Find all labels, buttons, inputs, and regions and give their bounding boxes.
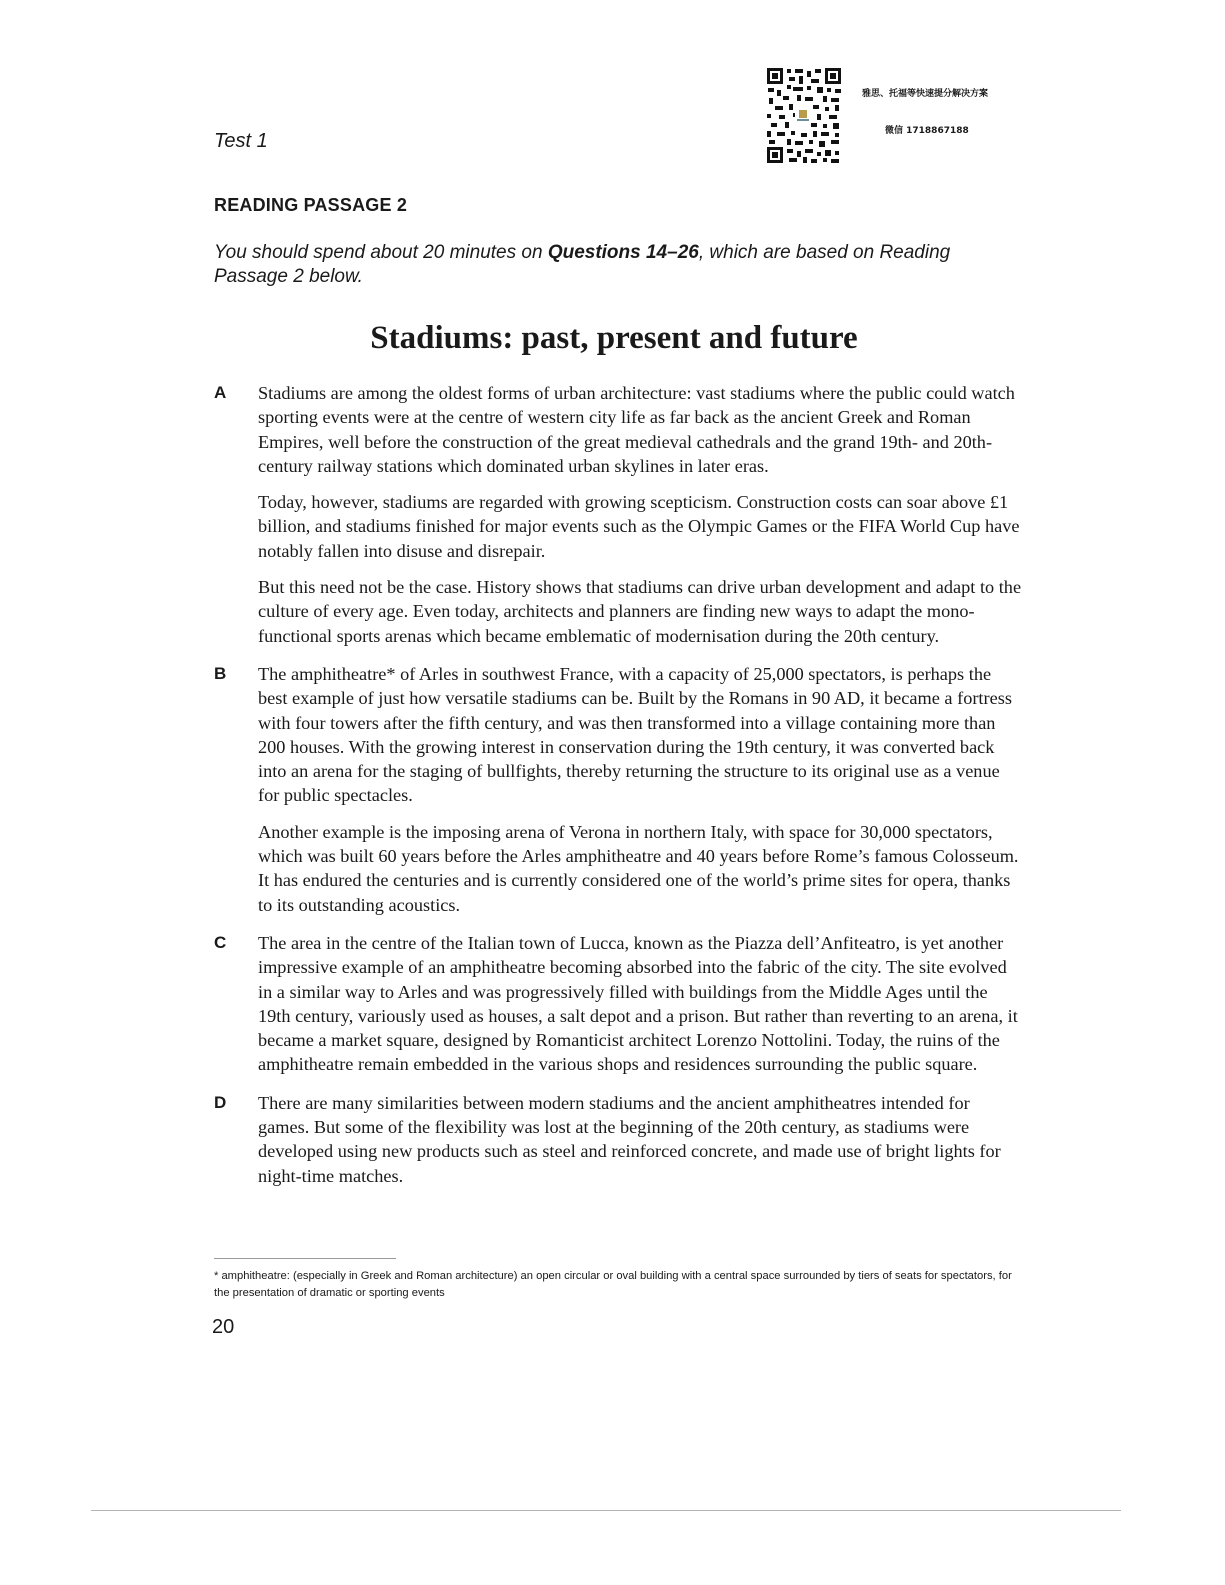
section-letter: A xyxy=(214,383,227,402)
paragraph: The area in the centre of the Italian town of Lucca, known as the Piazza dell’Anfiteatro, is yet another impressive example of an amphitheatre becoming absorbed into the fabric of the city. The site evolved in a similar way to Arles and was progressively filled with buildings from the Middle Ages until the 19th century, variously used as houses, a salt depot and a prison. But rather than reverting to an arena, it became a market square, designed by Romanticist architect Lorenzo Nottolini. Today, the ruins of the amphitheatre remain embedded in the various shops and residences surrounding the public square. xyxy=(258,932,1018,1075)
paragraph: Stadiums are among the oldest forms of urban architecture: vast stadiums where the public could watch sporting events were at the centre of western city life as far back as the ancient Greek and Roman Empires, well before the construction of the great medieval cathedrals and the grand 19th- and 20th-century railway stations which dominated urban skylines in later eras. xyxy=(258,383,1015,476)
footnote: * amphitheatre: (especially in Greek and Roman architecture) an open circular or oval building with a central space surrounded by tiers of seats for spectators, for the presentation of dramatic or sporting events xyxy=(214,1270,1012,1299)
page-number: 20 xyxy=(212,1316,235,1338)
paragraph: But this need not be the case. History shows that stadiums can drive urban development and adapt to the culture of every age. Even today, architects and planners are finding new ways to adapt the mono-functional sports arenas which became emblematic of modernisation during the 20th century. xyxy=(258,577,1022,646)
page-title: Stadiums: past, present and future xyxy=(370,320,858,356)
instructions xyxy=(214,241,1024,289)
section-letter: B xyxy=(214,663,227,683)
section-letter: D xyxy=(214,1092,227,1112)
passage-body xyxy=(214,381,1024,1202)
passage-label: READING PASSAGE 2 xyxy=(214,195,408,215)
paragraph: Another example is the imposing arena of Verona in northern Italy, with space for 30,000 spectators, which was built 60 years before the Arles amphitheatre and 40 years before Rome’s famous Colosseum. It has endured the centuries and is currently considered one of the world’s prime sites for opera, thanks to its outstanding acoustics. xyxy=(258,821,1019,915)
footnote-divider xyxy=(214,1258,396,1259)
section-c xyxy=(214,931,1024,1077)
promo-contact: 微信 1718867188 xyxy=(885,126,969,136)
section-a xyxy=(214,381,1024,648)
section-b xyxy=(214,662,1024,917)
paragraph: Today, however, stadiums are regarded with growing scepticism. Construction costs can soar above £1 billion, and stadiums finished for major events such as the Olympic Games or the FIFA World Cup have notably fallen into disuse and disrepair. xyxy=(258,492,1020,561)
bottom-divider xyxy=(91,1510,1121,1511)
promo-text: 雅思、托福等快速提分解决方案 xyxy=(862,89,989,99)
test-label: Test 1 xyxy=(214,130,268,152)
section-d xyxy=(214,1091,1024,1188)
instructions-after: , which are based on Reading Passage 2 below. xyxy=(214,242,951,287)
paragraph: There are many similarities between modern stadiums and the ancient amphitheatres intended for games. But some of the flexibility was lost at the beginning of the 20th century, as stadiums were developed using new products such as steel and reinforced concrete, and made use of bright lights for night-time matches. xyxy=(258,1092,1001,1186)
qr-code-icon xyxy=(766,67,842,164)
paragraph: The amphitheatre* of Arles in southwest France, with a capacity of 25,000 spectators, is perhaps the best example of just how versatile stadiums can be. Built by the Romans in 90 AD, it became a fortress with four towers after the fifth century, and was then transformed into a village containing more than 200 houses. With the growing interest in conservation during the 19th century, it was converted back into an arena for the staging of bullfights, thereby returning the structure to its original use as a venue for public spectacles. xyxy=(258,663,1012,806)
instructions-questions: Questions 14–26 xyxy=(547,242,699,263)
section-letter: C xyxy=(214,932,227,952)
instructions-before: You should spend about 20 minutes on xyxy=(214,242,548,263)
